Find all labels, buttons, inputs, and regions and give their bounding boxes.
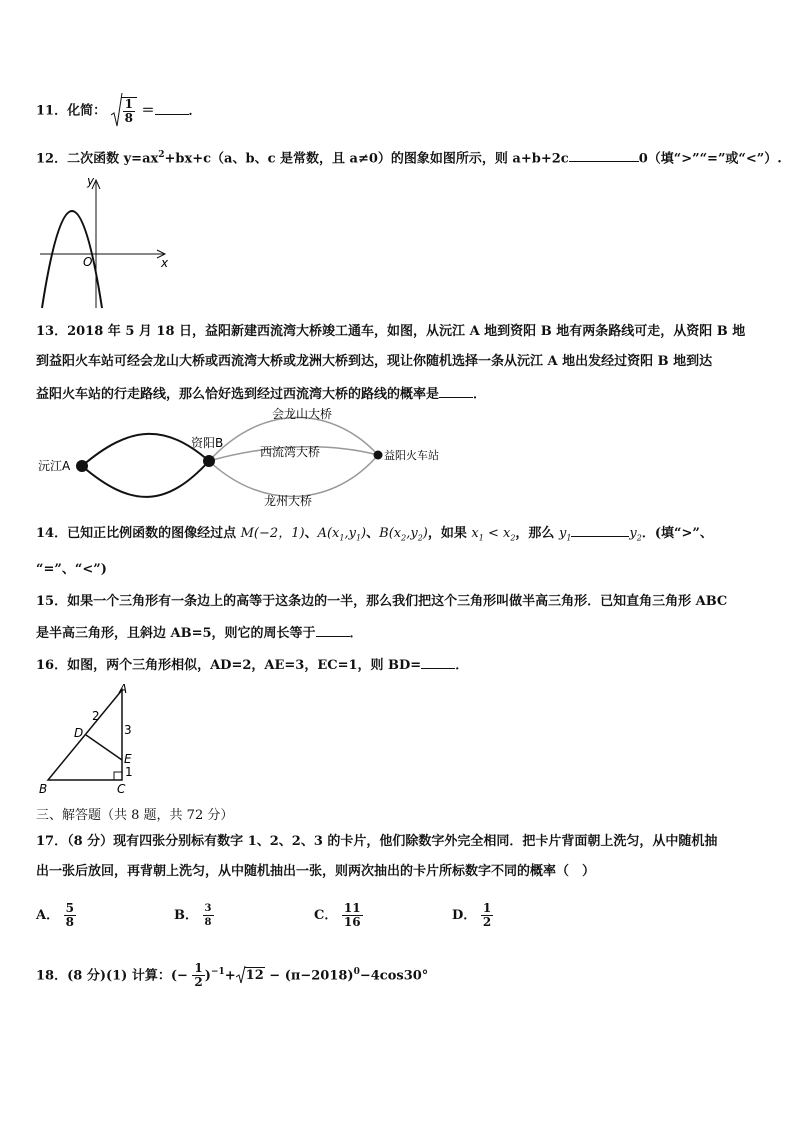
q14-text-d: ．(填“>”、	[641, 526, 713, 541]
answer-blank[interactable]	[571, 522, 629, 537]
plus-sign: +	[224, 968, 236, 984]
q13-line-1: 13．2018 年 5 月 18 日，益阳新建西流湾大桥竣工通车，如图，从沅江 A 地到资阳 B 地有两条路线可走，从资阳 B 地	[36, 324, 746, 339]
point-a: $A(x_1,y_1)$	[317, 526, 367, 543]
label-bridge-top: 会龙山大桥	[272, 407, 333, 421]
label-ec-length: 1	[125, 765, 133, 779]
label-bridge-mid: 西流湾大桥	[260, 445, 321, 459]
question-18	[36, 962, 428, 989]
q16-end: ．	[455, 658, 469, 673]
sqrt-expression	[111, 97, 137, 125]
label-ad-length: 2	[92, 709, 100, 723]
right-angle-mark	[114, 772, 122, 780]
q13-line-2: 到益阳火车站可经会龙山大桥或西流湾大桥或龙洲大桥到达，现让你随机选择一条从沅江 A 地出发经过资阳 B 地到达	[36, 354, 713, 369]
exponent-0: 0	[353, 967, 360, 977]
parabola-curve	[42, 211, 102, 308]
option-fraction: $\frac{11}{16}$	[343, 901, 361, 929]
q15-line-2-text: 是半高三角形，且斜边 AB=5，则它的周长等于	[36, 626, 316, 641]
q18-label: 18．(8 分)(1) 计算：	[36, 968, 171, 984]
option-fraction: $\frac{1}{2}$	[482, 901, 492, 929]
answer-blank[interactable]	[155, 100, 189, 115]
label-c: C	[117, 782, 126, 796]
q14-sep-2: 、	[366, 526, 380, 541]
label-point-b: 资阳B	[191, 436, 224, 450]
q18-fraction: $\frac{1}{2}$	[194, 961, 203, 990]
frac-denominator: 8	[124, 111, 133, 125]
question-12	[36, 145, 782, 169]
q15-line-2	[36, 622, 363, 644]
exponent: −1	[210, 967, 225, 977]
label-bridge-bottom: 龙州大桥	[264, 494, 313, 508]
x-axis-label: x	[161, 256, 169, 270]
similar-triangles-figure	[36, 680, 146, 798]
q15-end: ．	[349, 626, 363, 641]
origin-label: O	[83, 255, 93, 269]
q17-option-a[interactable]	[36, 902, 76, 929]
q11-label: 11．化简：	[36, 103, 107, 119]
route-diagram	[36, 404, 456, 512]
q12-text-b: +bx+c（a、b、c 是常数，且 a≠0）的图象如图所示，则 a+b+2c	[164, 151, 569, 167]
question-11	[36, 97, 202, 125]
label-e: E	[124, 752, 132, 766]
route-a-b-top	[82, 434, 209, 466]
option-fraction: $\frac{3}{8}$	[204, 903, 212, 928]
q14-line-2: “=”、“<”)	[36, 562, 107, 577]
option-fraction: $\frac{5}{8}$	[65, 901, 74, 929]
point-station	[374, 451, 383, 460]
q17-line-1: 17．（8 分）现有四张分别标有数字 1、2、2、3 的卡片，他们除数字外完全相同．把卡片背面朝上洗匀，从中随机抽	[36, 834, 718, 849]
label-a: A	[119, 682, 128, 696]
fraction	[123, 98, 135, 125]
radical-sign	[111, 93, 123, 129]
q14-text-b: ，如果	[427, 526, 472, 541]
option-label: B．	[174, 908, 198, 923]
q15-line-1: 15．如果一个三角形有一条边上的高等于这条边的一半，那么我们把这个三角形叫做半高三角形．已知直角三角形 ABC	[36, 594, 728, 609]
equals-sign: ＝	[141, 103, 155, 119]
q17-option-b[interactable]	[174, 902, 214, 929]
section-title: 三、解答题（共 8 题，共 72 分）	[36, 808, 234, 823]
q12-text-c: 0（填“>”“=”或“<”）.	[638, 151, 782, 167]
q13-line-3-text: 益阳火车站的行走路线，那么恰好选到经过西流湾大桥的路线的概率是	[36, 387, 440, 402]
answer-blank[interactable]	[316, 622, 350, 637]
label-d: D	[74, 726, 84, 740]
label-point-a: 沅江A	[38, 459, 71, 473]
y1: $y_1$	[558, 526, 572, 543]
answer-blank[interactable]	[569, 147, 639, 162]
point-b	[203, 455, 215, 467]
q17-option-c[interactable]	[314, 902, 363, 929]
triangle-abc	[48, 690, 122, 780]
q18-rest: − (π−2018)	[264, 968, 354, 984]
q18-tail: −4cos30°	[359, 968, 429, 984]
q12-text-a: 12．二次函数 y=ax	[36, 151, 159, 167]
paren-close: )	[204, 968, 211, 984]
q13-end: ．	[473, 387, 487, 402]
point-b: $B(x_2,y_2)$	[379, 526, 428, 543]
label-ae-length: 3	[124, 723, 132, 737]
frac-numerator: 1	[124, 97, 133, 111]
paren-open: (−	[170, 968, 188, 984]
q16-text: 16．如图，两个三角形相似，AD=2，AE=3，EC=1，则 BD=	[36, 658, 422, 673]
sqrt-12: 12	[236, 966, 265, 986]
answer-blank[interactable]	[439, 383, 473, 398]
answer-blank[interactable]	[421, 654, 455, 669]
label-b: B	[39, 782, 48, 796]
q17-option-d[interactable]	[452, 902, 493, 929]
q14-sep-1: 、	[304, 526, 318, 541]
point-m: M(−2，1)	[240, 526, 305, 541]
q14-line-1	[36, 522, 713, 549]
q14-text-a: 14．已知正比例函数的图像经过点	[36, 526, 241, 541]
q17-line-2: 出一张后放回，再背朝上洗匀，从中随机抽出一张，则两次抽出的卡片所标数字不同的概率（ ）	[36, 864, 596, 879]
q14-text-c: ，那么	[515, 526, 559, 541]
y2: $y_2$	[629, 526, 642, 543]
condition: $x_1 < x_2$	[471, 526, 516, 543]
option-label: D．	[452, 908, 477, 923]
label-station: 益阳火车站	[384, 449, 439, 462]
route-longzhou	[209, 455, 378, 496]
q11-end: ．	[188, 103, 202, 119]
option-label: A．	[36, 908, 60, 923]
question-16	[36, 654, 468, 676]
q12-superscript: 2	[158, 150, 165, 160]
y-axis-label: y	[87, 174, 95, 188]
route-a-b-bottom	[82, 461, 209, 497]
point-a	[76, 460, 88, 472]
option-label: C．	[314, 908, 338, 923]
parabola-graph	[36, 174, 176, 310]
segment-de	[86, 735, 122, 760]
q13-line-3	[36, 383, 486, 405]
